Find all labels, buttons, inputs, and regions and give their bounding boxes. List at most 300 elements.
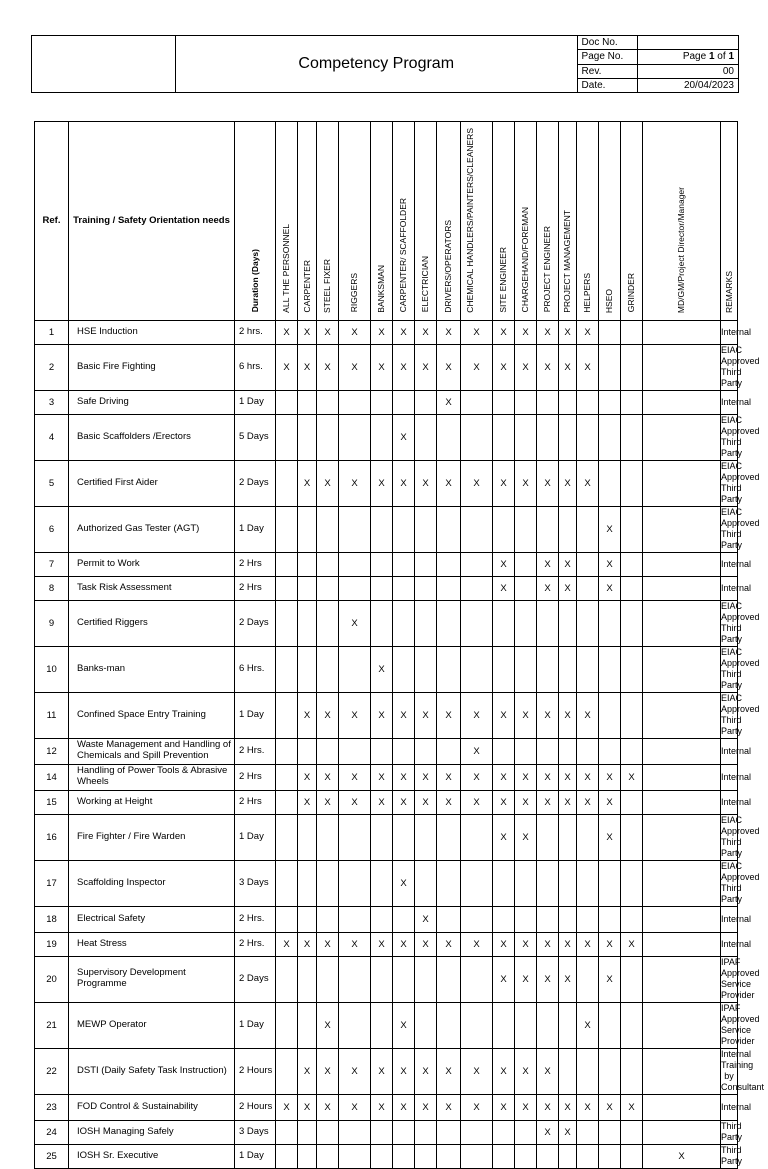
role-mark-cell: X [461,1094,493,1120]
role-mark-cell [643,414,721,460]
remarks-cell: Third Party [721,1144,743,1167]
role-mark-cell [599,414,621,460]
duration-cell: 1 Day [235,1002,276,1048]
role-mark-cell: X [599,814,621,860]
role-mark-cell [621,790,643,814]
role-mark-cell: X [599,506,621,552]
role-mark-cell: X [393,692,415,738]
role-mark-cell [339,1002,371,1048]
duration-cell: 3 Days [235,1120,276,1144]
role-mark-cell: X [577,320,599,344]
role-mark-cell [298,814,317,860]
role-mark-cell [276,460,298,506]
role-mark-cell: X [298,460,317,506]
role-mark-cell [276,390,298,414]
role-mark-cell [621,956,643,1002]
duration-cell: 2 Hrs. [235,738,276,764]
role-mark-cell [317,860,339,906]
role-mark-cell [276,1002,298,1048]
role-mark-cell [621,390,643,414]
role-mark-cell [515,646,537,692]
training-name-cell: Heat Stress [69,932,235,956]
training-name-cell: Handling of Power Tools & Abrasive Wheels [69,764,235,790]
role-header: DRIVERS/OPERATORS [437,122,461,321]
role-mark-cell: X [298,320,317,344]
role-mark-cell [537,506,559,552]
role-mark-cell [537,906,559,932]
role-mark-cell: X [298,1048,317,1094]
ref-header: Ref. [35,122,69,321]
role-mark-cell: X [515,344,537,390]
role-mark-cell [493,414,515,460]
role-mark-cell [371,600,393,646]
role-mark-cell [393,1120,415,1144]
role-mark-cell: X [493,956,515,1002]
table-row [35,646,738,692]
document-header [31,35,739,93]
role-mark-cell [415,576,437,600]
role-mark-cell [461,414,493,460]
training-name-cell: IOSH Sr. Executive [69,1144,235,1168]
role-mark-cell [643,506,721,552]
duration-cell: 2 Hrs [235,764,276,790]
remarks-cell: Third Party [721,1120,743,1143]
remarks-cell: EIAC Approved Third Party [721,860,760,905]
table-row [35,956,738,1002]
role-mark-cell [643,1048,721,1094]
role-mark-cell [599,320,621,344]
role-mark-cell [276,764,298,790]
role-mark-cell: X [276,1094,298,1120]
role-mark-cell [393,1144,415,1168]
duration-cell: 1 Day [235,1144,276,1168]
role-mark-cell [621,860,643,906]
role-mark-cell: X [415,790,437,814]
role-mark-cell [643,600,721,646]
role-header: STEEL FIXER [317,122,339,321]
role-mark-cell: X [437,1048,461,1094]
remarks-cell: EIAC Approved Third Party [721,692,760,737]
role-mark-cell [371,738,393,764]
role-mark-cell [559,1002,577,1048]
role-mark-cell [621,506,643,552]
remarks-cell: EIAC Approved Third Party [721,646,760,691]
role-mark-cell: X [515,956,537,1002]
role-mark-cell [599,1144,621,1168]
role-mark-cell: X [559,692,577,738]
training-name-cell: Authorized Gas Tester (AGT) [69,506,235,552]
role-mark-cell [577,506,599,552]
role-mark-cell [515,1120,537,1144]
page-no-value: Page 1 of 1 [638,50,739,64]
role-mark-cell [621,1002,643,1048]
role-mark-cell [276,814,298,860]
role-header: HSEO [599,122,621,321]
role-mark-cell [643,932,721,956]
role-mark-cell: X [577,790,599,814]
role-mark-cell: X [415,460,437,506]
table-row [35,692,738,738]
role-mark-cell [317,390,339,414]
role-mark-cell [339,956,371,1002]
duration-cell: 2 Hours [235,1094,276,1120]
role-mark-cell [317,906,339,932]
role-mark-cell [621,344,643,390]
remarks-cell: Internal [721,738,738,764]
remarks-cell: EIAC Approved Third Party [721,344,760,389]
role-mark-cell [437,906,461,932]
role-mark-cell [461,956,493,1002]
role-mark-cell [577,414,599,460]
role-mark-cell: X [393,1002,415,1048]
role-mark-cell: X [415,320,437,344]
ref-cell: 20 [35,956,69,1002]
role-mark-cell: X [415,1094,437,1120]
role-mark-cell: X [371,932,393,956]
role-mark-cell: X [599,552,621,576]
role-mark-cell [415,738,437,764]
role-mark-cell [577,1120,599,1144]
duration-header: Duration (Days) [235,122,276,321]
role-mark-cell: X [577,692,599,738]
role-mark-cell [393,552,415,576]
role-mark-cell: X [393,1094,415,1120]
remarks-cell: EIAC Approved Third Party [721,600,760,645]
role-mark-cell: X [339,320,371,344]
role-mark-cell [643,906,721,932]
role-mark-cell [559,414,577,460]
role-mark-cell [621,1144,643,1168]
role-mark-cell [276,860,298,906]
role-mark-cell [643,390,721,414]
ref-cell: 24 [35,1120,69,1144]
role-mark-cell [493,1002,515,1048]
training-name-cell: FOD Control & Sustainability [69,1094,235,1120]
training-name-cell: Certified Riggers [69,600,235,646]
role-mark-cell: X [493,932,515,956]
role-mark-cell [276,692,298,738]
role-mark-cell: X [515,790,537,814]
role-mark-cell [339,814,371,860]
role-mark-cell [276,738,298,764]
role-mark-cell [577,576,599,600]
duration-cell: 2 Hours [235,1048,276,1094]
role-mark-cell [393,390,415,414]
table-row [35,414,738,460]
role-mark-cell [276,790,298,814]
role-mark-cell [393,738,415,764]
duration-cell: 1 Day [235,814,276,860]
role-mark-cell [559,738,577,764]
role-mark-cell [493,860,515,906]
role-mark-cell: X [437,460,461,506]
role-mark-cell: X [317,460,339,506]
role-mark-cell: X [537,692,559,738]
role-mark-cell [317,1120,339,1144]
page-title: Competency Program [175,36,577,93]
role-mark-cell [437,646,461,692]
role-mark-cell [599,1002,621,1048]
role-mark-cell [577,956,599,1002]
role-mark-cell [515,506,537,552]
role-mark-cell: X [317,790,339,814]
role-mark-cell: X [559,460,577,506]
role-mark-cell [371,1120,393,1144]
role-mark-cell [621,906,643,932]
role-mark-cell: X [599,1094,621,1120]
role-mark-cell [577,552,599,576]
role-mark-cell: X [493,320,515,344]
role-mark-cell [643,552,721,576]
role-mark-cell [559,506,577,552]
duration-cell: 1 Day [235,390,276,414]
role-mark-cell: X [461,692,493,738]
role-mark-cell [643,646,721,692]
role-mark-cell: X [298,1094,317,1120]
role-mark-cell: X [559,344,577,390]
table-row [35,576,738,600]
table-row [35,790,738,814]
role-mark-cell [317,646,339,692]
role-mark-cell: X [559,576,577,600]
table-row [35,906,738,932]
role-mark-cell [298,956,317,1002]
role-mark-cell [339,414,371,460]
role-mark-cell [393,576,415,600]
role-mark-cell: X [621,764,643,790]
role-mark-cell: X [437,932,461,956]
role-mark-cell [317,552,339,576]
role-mark-cell [298,390,317,414]
ref-cell: 9 [35,600,69,646]
role-mark-cell: X [515,932,537,956]
role-mark-cell [461,1002,493,1048]
role-mark-cell: X [339,764,371,790]
competency-table [34,121,765,1169]
table-row [35,460,738,506]
role-header: PROJECT MANAGEMENT [559,122,577,321]
ref-cell: 10 [35,646,69,692]
role-mark-cell [276,906,298,932]
role-mark-cell [339,738,371,764]
role-mark-cell: X [559,320,577,344]
table-row [35,860,738,906]
role-mark-cell [599,1120,621,1144]
role-mark-cell: X [537,956,559,1002]
role-header: SITE ENGINEER [493,122,515,321]
role-mark-cell [317,738,339,764]
role-mark-cell: X [493,764,515,790]
role-mark-cell [621,576,643,600]
role-mark-cell: X [599,576,621,600]
role-mark-cell [298,552,317,576]
table-row [35,600,738,646]
duration-cell: 2 hrs. [235,320,276,344]
role-mark-cell [493,906,515,932]
training-name-cell: IOSH Managing Safely [69,1120,235,1144]
role-mark-cell: X [317,764,339,790]
header-row [35,122,738,321]
role-mark-cell [371,956,393,1002]
role-mark-cell: X [415,692,437,738]
role-mark-cell: X [339,1094,371,1120]
role-mark-cell [437,1002,461,1048]
role-mark-cell [461,600,493,646]
role-mark-cell [643,790,721,814]
role-mark-cell [371,390,393,414]
role-mark-cell: X [461,344,493,390]
ref-cell: 25 [35,1144,69,1168]
duration-cell: 6 Hrs. [235,646,276,692]
training-name-cell: Safe Driving [69,390,235,414]
role-mark-cell [621,460,643,506]
remarks-cell: EIAC Approved Third Party [721,414,760,459]
role-mark-cell: X [559,764,577,790]
role-mark-cell: X [393,790,415,814]
role-mark-cell [577,814,599,860]
duration-cell: 6 hrs. [235,344,276,390]
role-mark-cell: X [437,790,461,814]
ref-cell: 12 [35,738,69,764]
role-mark-cell: X [493,814,515,860]
role-mark-cell [559,600,577,646]
duration-cell: 2 Hrs. [235,932,276,956]
role-mark-cell [371,1002,393,1048]
role-mark-cell [537,738,559,764]
role-mark-cell [493,738,515,764]
role-mark-cell [599,600,621,646]
role-mark-cell [393,956,415,1002]
role-mark-cell: X [537,552,559,576]
role-mark-cell [461,860,493,906]
role-mark-cell [599,860,621,906]
role-mark-cell: X [577,1002,599,1048]
role-mark-cell: X [371,790,393,814]
role-mark-cell [276,576,298,600]
role-mark-cell [559,390,577,414]
role-mark-cell: X [559,932,577,956]
role-mark-cell [276,1048,298,1094]
role-mark-cell [493,390,515,414]
role-mark-cell [577,646,599,692]
role-mark-cell [437,576,461,600]
role-mark-cell [339,576,371,600]
role-mark-cell [621,552,643,576]
role-mark-cell: X [393,860,415,906]
role-mark-cell [537,814,559,860]
role-mark-cell [599,1048,621,1094]
role-mark-cell: X [371,646,393,692]
role-mark-cell: X [298,790,317,814]
role-mark-cell [298,576,317,600]
role-mark-cell: X [537,790,559,814]
role-mark-cell [577,600,599,646]
role-mark-cell [515,576,537,600]
role-mark-cell: X [559,956,577,1002]
training-name-cell: Confined Space Entry Training [69,692,235,738]
role-mark-cell [415,600,437,646]
role-mark-cell: X [415,1048,437,1094]
role-mark-cell: X [437,320,461,344]
role-mark-cell [577,860,599,906]
role-mark-cell [621,600,643,646]
role-mark-cell [339,906,371,932]
page-no-label: Page No. [577,50,638,64]
role-mark-cell [298,506,317,552]
training-name-cell: Basic Scaffolders /Erectors [69,414,235,460]
role-mark-cell: X [415,906,437,932]
role-mark-cell: X [415,764,437,790]
role-mark-cell [621,646,643,692]
role-mark-cell [621,1120,643,1144]
role-mark-cell: X [493,1048,515,1094]
role-mark-cell: X [461,932,493,956]
training-header: Training / Safety Orientation needs [69,122,235,321]
role-mark-cell: X [537,344,559,390]
date-label: Date. [577,78,638,92]
role-mark-cell [643,764,721,790]
role-mark-cell: X [317,1002,339,1048]
rev-label: Rev. [577,64,638,78]
role-mark-cell [393,646,415,692]
remarks-cell: EIAC Approved Third Party [721,814,760,859]
remarks-cell: Internal [721,320,738,344]
role-mark-cell: X [371,692,393,738]
ref-cell: 21 [35,1002,69,1048]
date-value: 20/04/2023 [638,78,739,92]
role-mark-cell: X [461,764,493,790]
role-header: CHARGEHAND/FOREMAN [515,122,537,321]
remarks-cell: Internal [721,552,738,576]
table-row [35,932,738,956]
role-mark-cell [461,814,493,860]
role-mark-cell [415,414,437,460]
role-mark-cell [339,506,371,552]
role-mark-cell [537,414,559,460]
role-mark-cell [643,956,721,1002]
role-mark-cell [577,1048,599,1094]
role-mark-cell: X [298,344,317,390]
role-mark-cell [437,506,461,552]
table-row [35,344,738,390]
role-mark-cell [371,814,393,860]
role-mark-cell [339,860,371,906]
duration-cell: 2 Days [235,956,276,1002]
role-mark-cell: X [515,1048,537,1094]
ref-cell: 2 [35,344,69,390]
role-mark-cell: X [276,932,298,956]
role-mark-cell [317,814,339,860]
role-mark-cell: X [298,692,317,738]
role-mark-cell [537,600,559,646]
role-mark-cell [643,860,721,906]
role-header: CHEMICAL HANDLERS/PAINTERS/CLEANERS [461,122,493,321]
role-mark-cell: X [493,790,515,814]
duration-cell: 1 Day [235,506,276,552]
remarks-cell: Internal [721,576,738,600]
training-name-cell: Supervisory Development Programme [69,956,235,1002]
role-mark-cell [461,1144,493,1168]
role-mark-cell [276,956,298,1002]
role-mark-cell [339,1120,371,1144]
role-mark-cell: X [461,1048,493,1094]
role-mark-cell [515,1144,537,1168]
remarks-cell: IPAF Approved Service Provider [721,956,760,1001]
role-mark-cell [298,646,317,692]
role-header: PROJECT ENGINEER [537,122,559,321]
role-mark-cell: X [339,790,371,814]
role-mark-cell [621,814,643,860]
